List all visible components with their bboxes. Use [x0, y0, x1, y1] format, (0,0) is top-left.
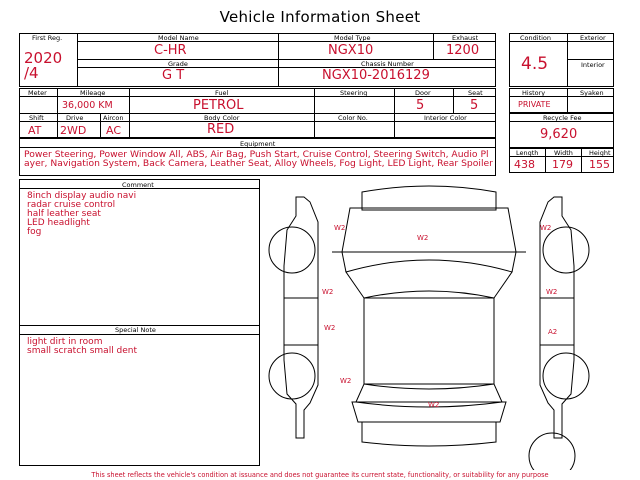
footer-disclaimer: This sheet reflects the vehicle's condition at issuance and does not guarantee its current state, functionality, or suitability for any purpose — [91, 471, 549, 479]
body-color-label: Body Color — [204, 114, 240, 122]
front-bumper — [362, 186, 496, 210]
recycle-fee-label: Recycle Fee — [543, 114, 582, 122]
height-label: Height — [589, 149, 611, 157]
meter-label: Meter — [28, 89, 47, 97]
rear-bumper — [362, 422, 496, 446]
special-note-label: Special Note — [115, 326, 156, 334]
hood-outline — [342, 208, 516, 252]
damage-mark-front-left: W2 — [334, 224, 346, 232]
mileage-label: Mileage — [80, 89, 106, 97]
equipment-label: Equipment — [240, 140, 276, 148]
chassis-label: Chassis Number — [361, 60, 414, 68]
recycle-fee-value: 9,620 — [540, 127, 578, 142]
exterior-label: Exterior — [580, 34, 606, 42]
fuel-value: PETROL — [193, 98, 244, 113]
interior-color-label: Interior Color — [424, 114, 467, 122]
grade-value: G T — [162, 68, 185, 83]
length-label: Length — [516, 149, 539, 157]
comment-text: 8inch display audio navi radar cruise control half leather seat LED headlight fog — [27, 191, 137, 237]
equipment-list: Power Steering, Power Window All, ABS, Air Bag, Push Start, Cruise Control, Steering Switch, Audio Player, Navigation System, Back Camera, Leather Seat, Alloy Wheels, Fog Light, LED Light, Rear Spoiler — [24, 149, 493, 170]
aircon-value: AC — [106, 124, 122, 137]
model-name-value: C-HR — [154, 43, 187, 58]
width-label: Width — [554, 149, 573, 157]
wheel-spare — [529, 433, 575, 470]
color-no-label: Color No. — [338, 114, 368, 122]
steering-label: Steering — [340, 89, 368, 97]
chassis-value: NGX10-2016129 — [322, 68, 430, 83]
first-reg-label: First Reg. — [32, 34, 63, 42]
condition-label: Condition — [520, 34, 552, 42]
damage-mark-right-front-door: W2 — [546, 288, 558, 296]
body-color-value: RED — [207, 122, 235, 137]
damage-mark-front-right: W2 — [540, 224, 552, 232]
damage-mark-left-rear: W2 — [340, 377, 352, 385]
damage-mark-rear: W2 — [428, 401, 440, 409]
seat-label: Seat — [468, 89, 483, 97]
aircon-label: Aircon — [103, 114, 124, 122]
model-type-value: NGX10 — [328, 43, 374, 58]
history-value: PRIVATE — [518, 100, 551, 109]
width-value: 179 — [552, 158, 573, 171]
damage-mark-hood: W2 — [417, 234, 429, 242]
height-value: 155 — [589, 158, 610, 171]
wheel-front-left — [269, 227, 315, 273]
history-label: History — [522, 89, 546, 97]
left-side-outline — [284, 197, 318, 438]
damage-mark-right-rear-door: A2 — [548, 328, 558, 336]
wheel-front-right — [543, 227, 589, 273]
right-side-outline — [540, 197, 574, 438]
fuel-label: Fuel — [215, 89, 229, 97]
shift-value: AT — [28, 124, 42, 137]
roof — [364, 298, 494, 384]
grade-label: Grade — [168, 60, 188, 68]
syaken-label: Syaken — [580, 89, 604, 97]
length-value: 438 — [514, 158, 535, 171]
model-type-label: Model Type — [334, 34, 371, 42]
windshield — [346, 260, 512, 298]
drive-label: Drive — [66, 114, 84, 122]
mileage-value: 36,000 KM — [62, 100, 113, 111]
drive-value: 2WD — [60, 124, 87, 137]
door-value: 5 — [416, 98, 425, 113]
page-title: Vehicle Information Sheet — [219, 8, 421, 26]
interior-label: Interior — [581, 61, 605, 69]
wheel-rear-right — [543, 353, 589, 399]
condition-value: 4.5 — [521, 54, 549, 74]
exhaust-value: 1200 — [446, 43, 480, 58]
seat-value: 5 — [470, 98, 479, 113]
damage-mark-left-rear-door: W2 — [324, 324, 336, 332]
special-note-text: light dirt in room small scratch small dent — [27, 337, 138, 356]
exhaust-label: Exhaust — [452, 34, 479, 42]
wheel-rear-left — [269, 353, 315, 399]
car-damage-diagram — [262, 180, 622, 470]
first-reg-value: 2020 /4 — [24, 49, 63, 82]
door-label: Door — [415, 89, 431, 97]
shift-label: Shift — [29, 114, 44, 122]
damage-mark-left-front-door: W2 — [322, 288, 334, 296]
model-name-label: Model Name — [158, 34, 199, 42]
comment-label: Comment — [122, 181, 154, 189]
